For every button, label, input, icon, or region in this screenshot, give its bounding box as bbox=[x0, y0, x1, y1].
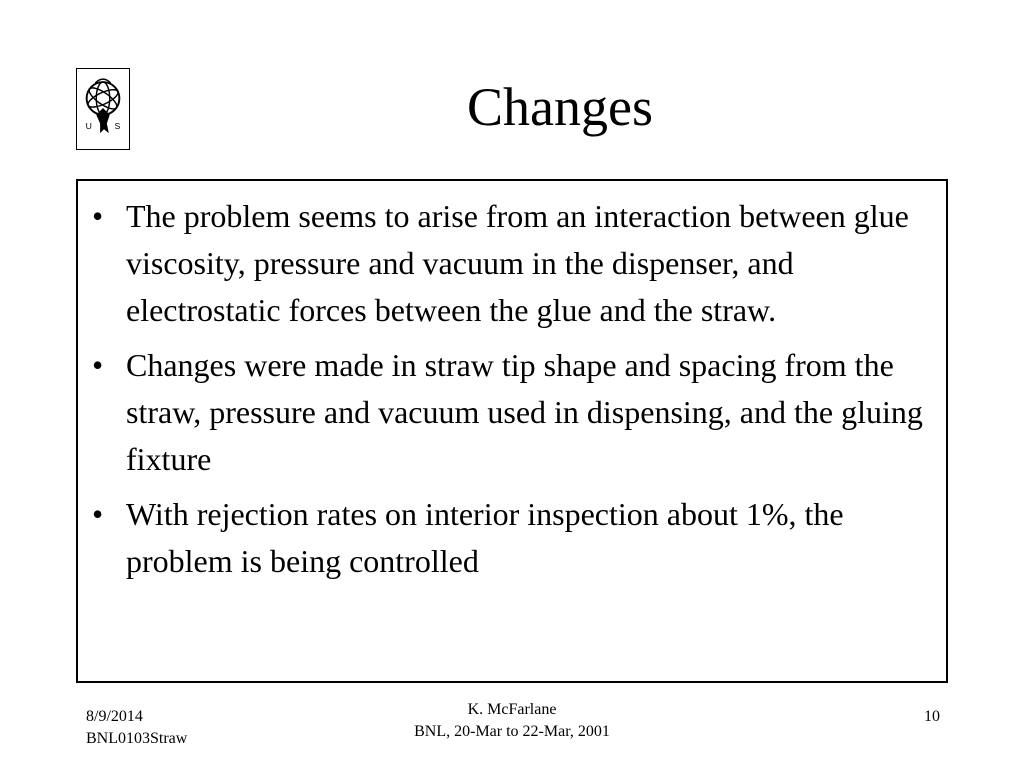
bullet-text: Changes were made in straw tip shape and spacing from the straw, pressure and vacuum used in dispensing, and the gluing fixture bbox=[126, 347, 923, 477]
footer-date: 8/9/2014 bbox=[86, 708, 143, 725]
footer-file: BNL0103Straw bbox=[86, 730, 188, 747]
atlas-globe-logo-icon bbox=[77, 69, 129, 149]
bullet-marker: • bbox=[92, 347, 104, 383]
logo-letter-left: U bbox=[85, 121, 92, 132]
bullet-item bbox=[88, 342, 940, 483]
bullet-list bbox=[88, 193, 940, 593]
bullet-item bbox=[88, 491, 940, 585]
logo bbox=[76, 68, 130, 150]
footer-author: K. McFarlane bbox=[467, 701, 557, 718]
footer-left bbox=[86, 706, 187, 750]
bullet-marker: • bbox=[92, 496, 104, 532]
content-box bbox=[76, 179, 948, 683]
logo-letter-right: S bbox=[114, 121, 121, 132]
bullet-text: The problem seems to arise from an interaction between glue viscosity, pressure and vacuum in the dispenser, and electrostatic forces between the glue and the straw. bbox=[126, 198, 909, 328]
page-number: 10 bbox=[924, 708, 940, 725]
bullet-item bbox=[88, 193, 940, 334]
slide-title: Changes bbox=[467, 77, 653, 137]
bullet-marker: • bbox=[92, 198, 104, 234]
footer-center bbox=[362, 699, 662, 743]
bullet-text: With rejection rates on interior inspection about 1%, the problem is being controlled bbox=[126, 496, 844, 579]
footer-event: BNL, 20-Mar to 22-Mar, 2001 bbox=[414, 723, 610, 740]
